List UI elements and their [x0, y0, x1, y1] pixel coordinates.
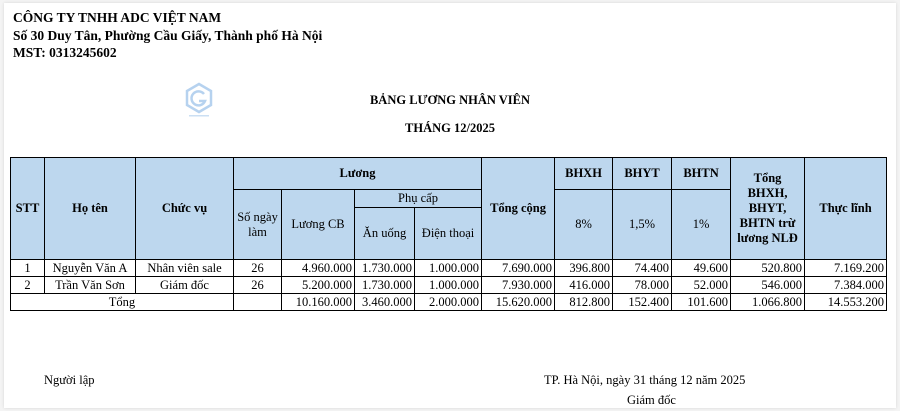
header-salary-group: Lương [234, 158, 482, 190]
header-net: Thực lĩnh [805, 158, 887, 260]
cell-total: 7.930.000 [482, 277, 555, 294]
cell-stt: 1 [11, 260, 45, 277]
header-days: Số ngày làm [234, 190, 282, 260]
totals-days-empty [234, 294, 282, 311]
header-position: Chức vụ [136, 158, 234, 260]
prepared-by-label: Người lập [44, 373, 95, 387]
totals-meal: 3.460.000 [355, 294, 415, 311]
cell-base-salary: 4.960.000 [282, 260, 355, 277]
header-meal: Ăn uống [355, 208, 415, 260]
page-subtitle: THÁNG 12/2025 [405, 121, 495, 135]
table-row [11, 277, 887, 294]
cell-net: 7.169.200 [805, 260, 887, 277]
cell-insurance-total: 546.000 [731, 277, 805, 294]
header-name: Họ tên [45, 158, 136, 260]
header-allowance: Phụ cấp [355, 190, 482, 208]
totals-total: 15.620.000 [482, 294, 555, 311]
cell-bhxh: 396.800 [555, 260, 613, 277]
cell-bhtn: 49.600 [672, 260, 731, 277]
header-bhtn: BHTN [672, 158, 731, 190]
cell-position: Giám đốc [136, 277, 234, 294]
totals-base-salary: 10.160.000 [282, 294, 355, 311]
header-base-salary: Lương CB [282, 190, 355, 260]
payroll-table [10, 157, 887, 311]
table-row [11, 260, 887, 277]
totals-label: Tổng [11, 294, 234, 311]
cell-days: 26 [234, 260, 282, 277]
cell-meal: 1.730.000 [355, 260, 415, 277]
cell-meal: 1.730.000 [355, 277, 415, 294]
page-title: BẢNG LƯƠNG NHÂN VIÊN [369, 93, 531, 107]
cell-phone: 1.000.000 [415, 260, 482, 277]
totals-row [11, 294, 887, 311]
cell-name: Nguyễn Văn A [45, 260, 136, 277]
cell-bhyt: 74.400 [613, 260, 672, 277]
header-bhtn-rate: 1% [672, 190, 731, 260]
header-phone: Điện thoại [415, 208, 482, 260]
totals-bhyt: 152.400 [613, 294, 672, 311]
cell-bhxh: 416.000 [555, 277, 613, 294]
company-address: Số 30 Duy Tân, Phường Cầu Giấy, Thành phố Hà Nội [13, 27, 323, 43]
totals-bhtn: 101.600 [672, 294, 731, 311]
header-bhxh: BHXH [555, 158, 613, 190]
cell-stt: 2 [11, 277, 45, 294]
header-stt: STT [11, 158, 45, 260]
totals-bhxh: 812.800 [555, 294, 613, 311]
cell-days: 26 [234, 277, 282, 294]
director-label: Giám đốc [627, 393, 676, 407]
company-name: CÔNG TY TNHH ADC VIỆT NAM [13, 10, 222, 25]
totals-phone: 2.000.000 [415, 294, 482, 311]
cell-name: Trần Văn Sơn [45, 277, 136, 294]
company-info [13, 9, 322, 62]
cell-bhtn: 52.000 [672, 277, 731, 294]
cell-phone: 1.000.000 [415, 277, 482, 294]
place-date: TP. Hà Nội, ngày 31 tháng 12 năm 2025 [544, 373, 746, 387]
cell-bhyt: 78.000 [613, 277, 672, 294]
totals-net: 14.553.200 [805, 294, 887, 311]
company-tax-code: MST: 0313245602 [13, 45, 117, 60]
header-bhxh-rate: 8% [555, 190, 613, 260]
header-total: Tổng cộng [482, 158, 555, 260]
cell-net: 7.384.000 [805, 277, 887, 294]
header-insurance-total: Tổng BHXH, BHYT, BHTN trừ lương NLĐ [731, 158, 805, 260]
cell-insurance-total: 520.800 [731, 260, 805, 277]
cell-position: Nhân viên sale [136, 260, 234, 277]
cell-base-salary: 5.200.000 [282, 277, 355, 294]
header-bhyt-rate: 1,5% [613, 190, 672, 260]
totals-insurance-total: 1.066.800 [731, 294, 805, 311]
header-bhyt: BHYT [613, 158, 672, 190]
cell-total: 7.690.000 [482, 260, 555, 277]
